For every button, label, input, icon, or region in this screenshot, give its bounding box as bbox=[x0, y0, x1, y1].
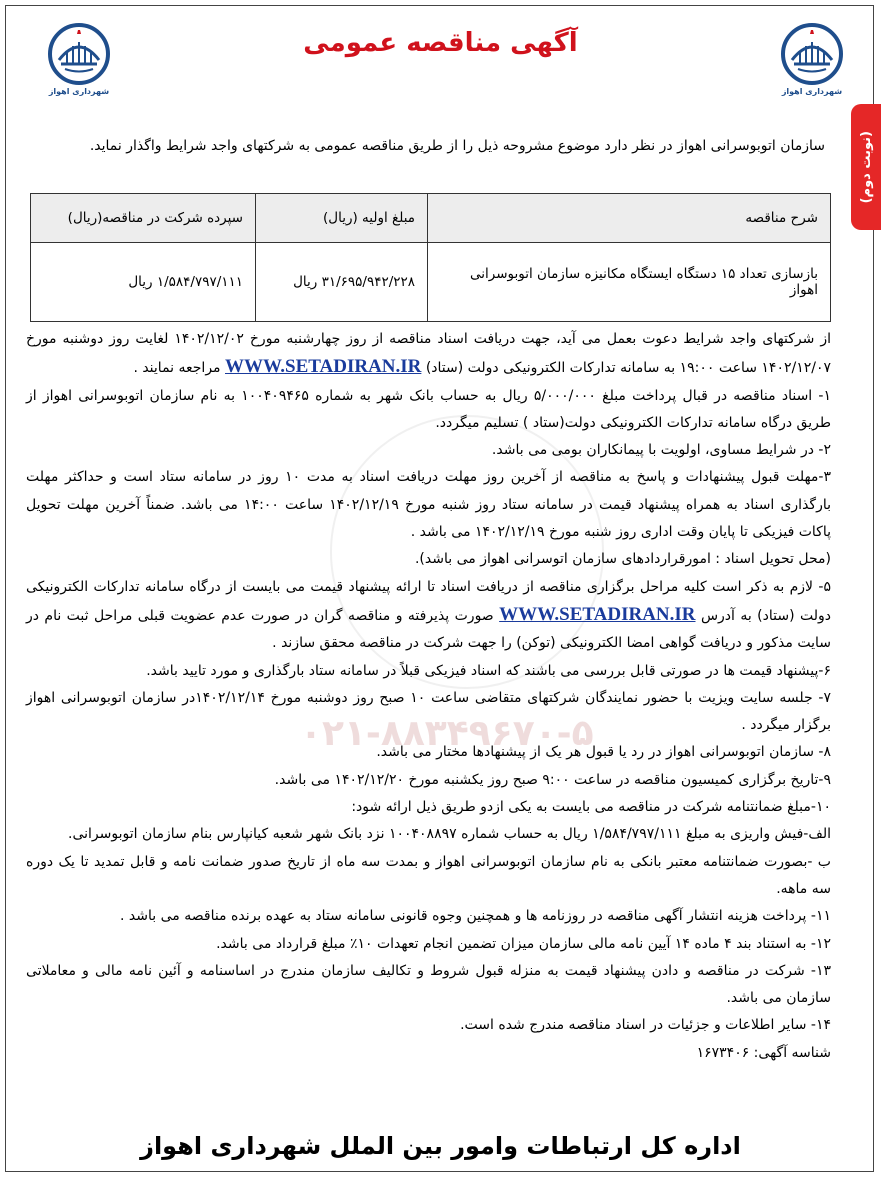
cell-initial-amount: ۳۱/۶۹۵/۹۴۲/۲۲۸ ریال bbox=[256, 243, 428, 322]
clause-5-text: ۵- لازم به ذکر است کلیه مراحل برگزاری مناقصه از دریافت اسناد تا ارائه پیشنهاد قیمت می بایست از درگاه سامانه تدارکات الکترونیکی دولت (ستاد) به آدرس bbox=[26, 578, 831, 624]
setadiran-link[interactable]: WWW.SETADIRAN.IR bbox=[225, 356, 422, 378]
clause-1: ۱- اسناد مناقصه در قبال پرداخت مبلغ ۵/۰۰۰/۰۰۰ ریال به حساب بانک شهر به شماره ۱۰۰۴۰۹۴۶۵ به نام سازمان اتوبوسرانی اهواز از طریق درگاه سامانه تدارکات الکترونیکی دولت(ستاد ) تسلیم میگردد. bbox=[26, 387, 831, 431]
clause-10: ۱۰-مبلغ ضمانتنامه شرکت در مناقصه می بایست به یکی ازدو طریق ذیل ارائه شود: bbox=[351, 799, 831, 816]
column-header-description: شرح مناقصه bbox=[428, 194, 831, 243]
clause-5-text-end: صورت پذیرفته و مناقصه گران در صورت عدم عضویت قبلی مراحل ثبت نام در سایت مذکور و دریافت گواهی امضا الکترونیکی (توکن) را جهت شرکت در مناقصه محقق سازند . bbox=[26, 607, 831, 652]
intro-paragraph: سازمان اتوبوسرانی اهواز در نظر دارد موضوع مشروحه ذیل را از طریق مناقصه عمومی به شرکتهای واجد شرایط واگذار نماید. bbox=[89, 138, 825, 154]
invitation-text-end: مراجعه نمایند . bbox=[133, 360, 221, 377]
table-header-row bbox=[31, 194, 831, 243]
clause-9: ۹-تاریخ برگزاری کمیسیون مناقصه در ساعت ۹:۰۰ صبح روز یکشنبه مورخ ۱۴۰۲/۱۲/۲۰ می باشد. bbox=[274, 771, 831, 788]
tender-table bbox=[30, 193, 831, 322]
column-header-deposit: سپرده شرکت در مناقصه(ریال) bbox=[31, 194, 256, 243]
setadiran-link[interactable]: WWW.SETADIRAN.IR bbox=[499, 603, 696, 625]
round-badge bbox=[851, 104, 881, 230]
cell-description: بازسازی تعداد ۱۵ دستگاه ایستگاه مکانیزه سازمان اتوبوسرانی اهواز bbox=[428, 243, 831, 322]
round-badge-label: (نوبت دوم) bbox=[858, 130, 874, 204]
footer-publisher: اداره کل ارتباطات وامور بین الملل شهرداری اهواز bbox=[140, 1132, 741, 1160]
clause-10-b: ب -بصورت ضمانتنامه معتبر بانکی به نام سازمان اتوبوسرانی اهواز و بمدت سه ماه از تاریخ صدور ضمانت نامه و قابل تمدید تا یک دوره سه ماهه. bbox=[26, 853, 831, 897]
watermark-phone: ۰۲۱-۸۸۳۴۹۶۷۰-۵ bbox=[300, 713, 594, 754]
clause-2: ۲- در شرایط مساوی، اولویت با پیمانکاران بومی می باشد. bbox=[491, 442, 831, 459]
table-row bbox=[31, 243, 831, 322]
logo-caption: شهرداری اهواز bbox=[48, 87, 110, 96]
ad-id: شناسه آگهی: ۱۶۷۳۴۰۶ bbox=[696, 1044, 831, 1061]
clause-4: (محل تحویل اسناد : امورقراردادهای سازمان اتوسرانی اهواز می باشد). bbox=[414, 551, 831, 568]
notice-title: آگهی مناقصه عمومی bbox=[303, 28, 578, 58]
clause-10-a: الف-فیش واریزی به مبلغ ۱/۵۸۴/۷۹۷/۱۱۱ ریال به حساب شماره ۱۰۰۴۰۸۸۹۷ نزد بانک شهر شعبه کیانپارس بنام سازمان اتوبوسرانی. bbox=[68, 826, 831, 843]
column-header-initial-amount: مبلغ اولیه (ریال) bbox=[256, 194, 428, 243]
invitation-text: از شرکتهای واجد شرایط دعوت بعمل می آید، جهت دریافت اسناد مناقصه از روز چهارشنبه مورخ ۱۴۰۲/۱۲/۰۲ لغایت روز دوشنبه مورخ ۱۴۰۲/۱۲/۰۷ ساعت ۱۹:۰۰ به سامانه تدارکات الکترونیکی دولت (ستاد) bbox=[26, 331, 831, 377]
logo-caption: شهرداری اهواز bbox=[781, 87, 843, 96]
cell-deposit: ۱/۵۸۴/۷۹۷/۱۱۱ ریال bbox=[31, 243, 256, 322]
clause-13: ۱۳- شرکت در مناقصه و دادن پیشنهاد قیمت به منزله قبول شروط و تکالیف سازمان مندرج در اساسنامه و آئین نامه مالی و معاملاتی سازمان می باشد. bbox=[26, 962, 831, 1007]
clause-7: ۷- جلسه سایت ویزیت با حضور نمایندگان شرکتهای متقاضی ساعت ۱۰ صبح روز دوشنبه مورخ ۱۴۰۲/۱۲/۱۴در سازمان اتوبوسرانی اهواز برگزار میگردد . bbox=[26, 689, 831, 734]
invitation-paragraph bbox=[26, 326, 831, 383]
clause-5 bbox=[26, 574, 831, 658]
clause-11: ۱۱- پرداخت هزینه انتشار آگهی مناقصه در روزنامه ها و همچنین وجوه قانونی سامانه ستاد به عهده برنده مناقصه می باشد . bbox=[120, 908, 831, 925]
clause-6: ۶-پیشنهاد قیمت ها در صورتی قابل بررسی می باشند که اسناد فیزیکی قبلاً در سامانه ستاد بارگذاری و مورد تایید باشد. bbox=[146, 662, 831, 679]
clause-8: ۸- سازمان اتوبوسرانی اهواز در رد یا قبول هر یک از پیشنهادها مختار می باشد. bbox=[376, 744, 831, 761]
clause-12: ۱۲- به استناد بند ۴ ماده ۱۴ آیین نامه مالی سازمان میزان تضمین انجام تعهدات ۱۰٪ مبلغ قرارداد می باشد. bbox=[216, 935, 831, 952]
notice-body bbox=[26, 326, 831, 1106]
clause-3: ۳-مهلت قبول پیشنهادات و پاسخ به مناقصه از آخرین روز مهلت دریافت اسناد به مدت ۱۰ روز در سامانه ستاد است و حداکثر مهلت بارگذاری اسناد به همراه پیشنهاد قیمت در سامانه ستاد روز شنبه مورخ ۱۴۰۲/۱۲/۱۹ ساعت ۱۴:۰۰ می باشد. ضمناً آخرین مهلت تحویل پاکات فیزیکی تا پایان وقت اداری روز شنبه مورخ ۱۴۰۲/۱۲/۱۹ می باشد . bbox=[26, 469, 832, 541]
clause-14: ۱۴- سایر اطلاعات و جزئیات در اسناد مناقصه مندرج شده است. bbox=[460, 1017, 831, 1034]
